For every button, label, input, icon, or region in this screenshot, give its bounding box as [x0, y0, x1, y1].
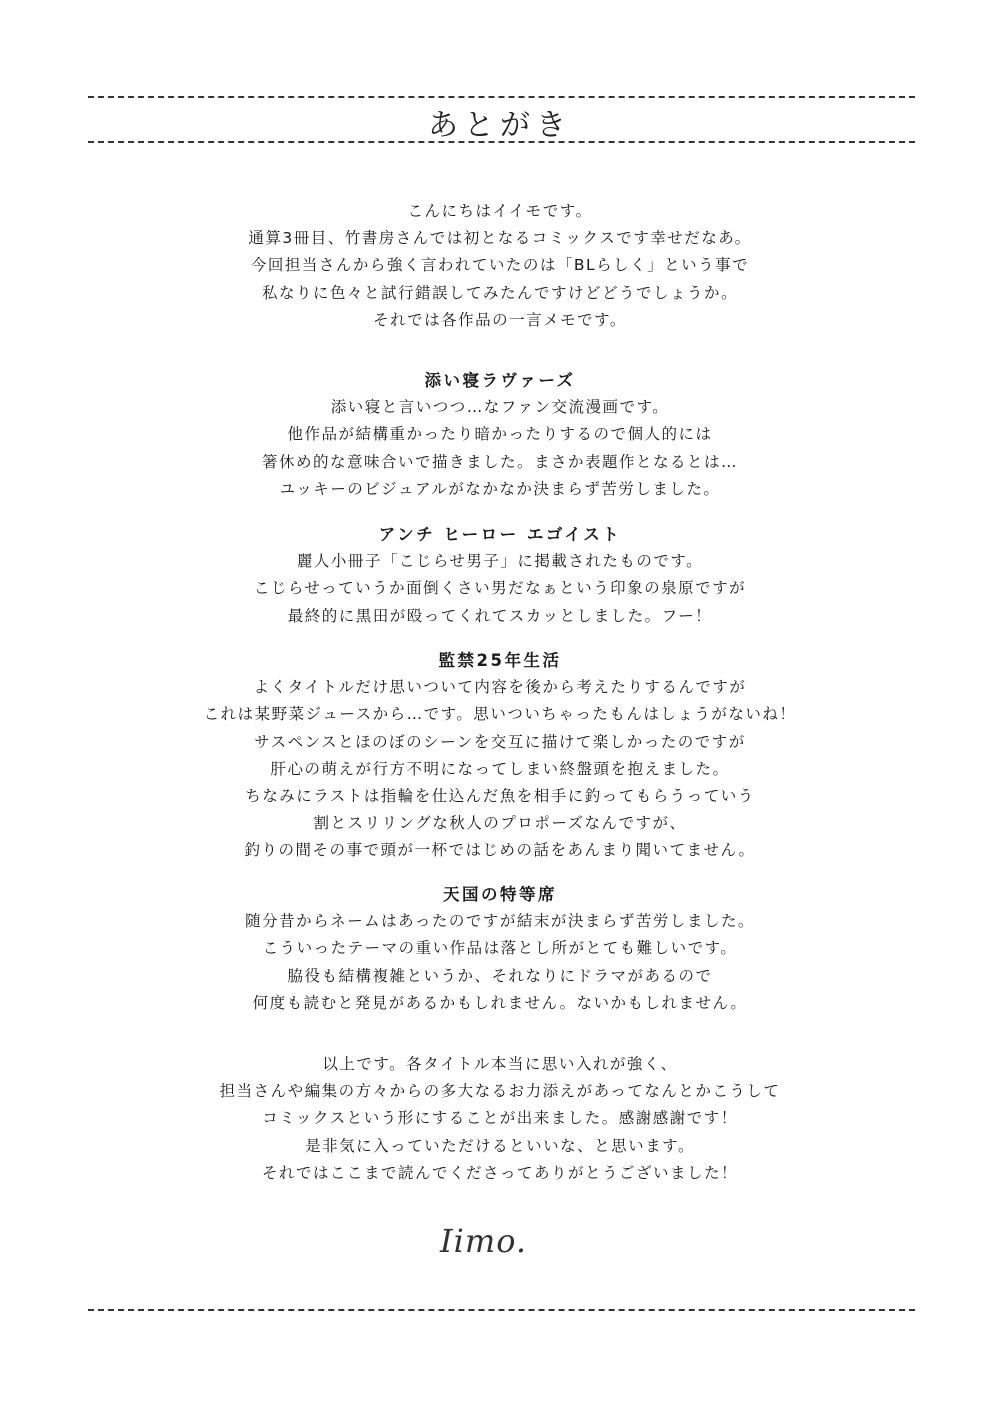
text-line: 他作品が結構重かったり暗かったりするので個人的には	[287, 425, 713, 444]
text-line: それでは各作品の一言メモです。	[373, 310, 627, 329]
section-heading: 添い寝ラヴァーズ	[424, 371, 576, 390]
text-line: コミックスという形にすることが出来ました。感謝感謝です！	[262, 1109, 738, 1128]
text-line: サスペンスとほのぼのシーンを交互に描けて楽しかったのですが	[254, 732, 746, 751]
top-dashed-rule	[88, 96, 915, 98]
section-heading: アンチ ヒーロー エゴイスト	[378, 525, 622, 544]
text-line: 添い寝と言いつつ…なファン交流漫画です。	[330, 398, 670, 417]
text-line: ちなみにラストは指輪を仕込んだ魚を相手に釣ってもらうっていう	[245, 787, 755, 806]
text-line: ユッキーのビジュアルがなかなか決まらず苦労しました。	[279, 479, 721, 498]
text-line: 最終的に黒田が殴ってくれてスカッとしました。フー！	[287, 606, 713, 625]
intro-paragraph	[0, 198, 1000, 334]
section-kankin-25	[0, 647, 1000, 865]
section-soine-lovers	[0, 367, 1000, 503]
text-line: 今回担当さんから強く言われていたのは「BLらしく」という事で	[250, 256, 750, 275]
section-heading: 監禁25年生活	[438, 651, 562, 670]
section-tengoku	[0, 881, 1000, 1017]
closing-paragraph	[0, 1051, 1000, 1187]
text-line: それではここまで読んでくださってありがとうございました！	[261, 1163, 738, 1182]
text-line: 割とスリリングな秋人のプロポーズなんですが、	[313, 814, 687, 833]
author-signature: Iimo.	[440, 1222, 528, 1260]
text-line: 是非気に入っていただけるといいな、と思います。	[305, 1136, 695, 1155]
page-title: あとがき	[428, 108, 572, 143]
text-line: よくタイトルだけ思いついて内容を後から考えたりするんですが	[253, 678, 747, 697]
text-line: 以上です。各タイトル本当に思い入れが強く、	[322, 1055, 678, 1073]
text-line: 随分昔からネームはあったのですが結末が決まらず苦労しました。	[245, 912, 755, 931]
text-line: 麗人小冊子「こじらせ男子」に掲載されたものです。	[296, 552, 704, 571]
text-line: 釣りの間その事で頭が一杯ではじめの話をあんまり聞いてません。	[244, 841, 756, 860]
text-line: 箸休め的な意味合いで描きました。まさか表題作となるとは…	[261, 452, 738, 471]
section-anti-hero-egoist	[0, 521, 1000, 630]
text-line: 通算3冊目、竹書房さんでは初となるコミックスです幸せだなあ。	[248, 229, 752, 248]
text-line: こういったテーマの重い作品は落とし所がとても難しいです。	[262, 939, 738, 958]
text-line: 私なりに色々と試行錯誤してみたんですけどどうでしょうか。	[261, 283, 738, 302]
text-line: 何度も読むと発見があるかもしれません。ないかもしれません。	[252, 993, 748, 1012]
text-line: こんにちはイイモです。	[407, 202, 593, 220]
text-line: 担当さんや編集の方々からの多大なるお力添えがあってなんとかこうして	[219, 1082, 781, 1101]
title-dashed-rule	[88, 141, 915, 143]
text-line: 肝心の萌えが行方不明になってしまい終盤頭を抱えました。	[270, 759, 730, 778]
section-heading: 天国の特等席	[443, 885, 557, 904]
text-line: これは某野菜ジュースから…です。思いついちゃったもんはしょうがないね！	[203, 705, 797, 724]
text-line: こじらせっていうか面倒くさい男だなぁという印象の泉原ですが	[253, 579, 747, 598]
bottom-dashed-rule	[88, 1309, 915, 1311]
text-line: 脇役も結構複雑というか、それなりにドラマがあるので	[287, 966, 713, 985]
